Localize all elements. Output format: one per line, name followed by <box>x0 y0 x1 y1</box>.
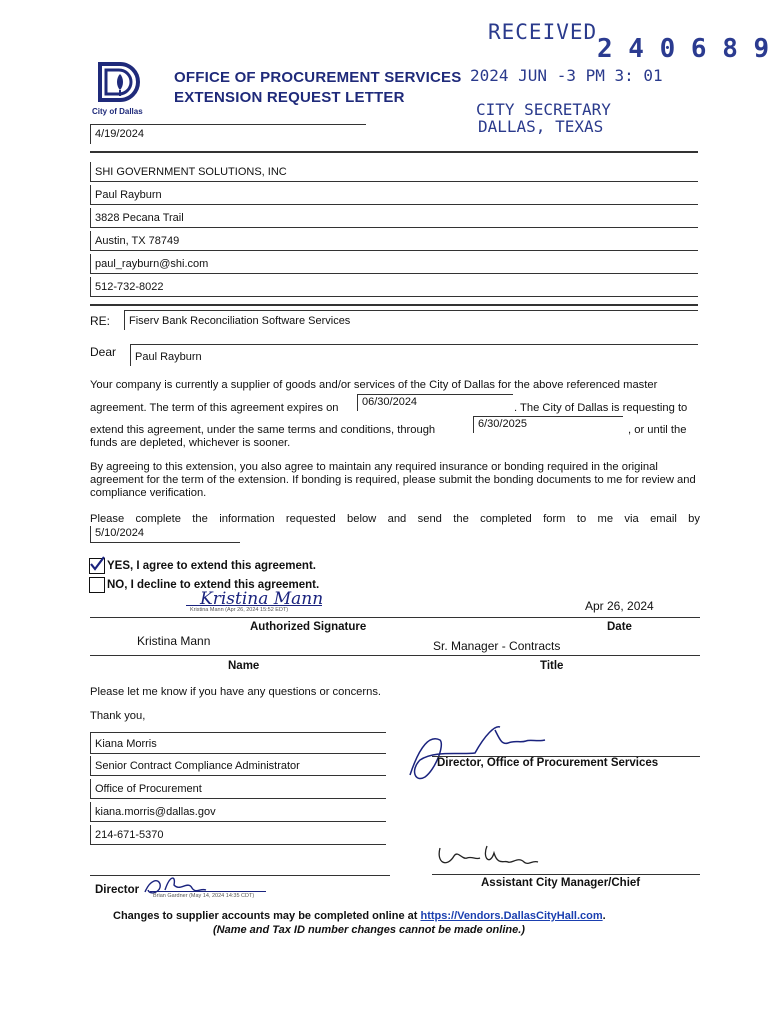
dallas-d-icon <box>92 60 148 104</box>
sender-title-field: Senior Contract Compliance Administrator <box>90 756 386 776</box>
acm-label: Assistant City Manager/Chief <box>481 877 641 889</box>
supplier-phone-field: 512-732-8022 <box>90 277 698 297</box>
sender-phone-field: 214-671-5370 <box>90 825 386 845</box>
page-subtitle: EXTENSION REQUEST LETTER <box>174 89 405 106</box>
name-label: Name <box>228 660 260 672</box>
sender-office-field: Office of Procurement <box>90 779 386 799</box>
authorized-signature-script: Kristina Mann <box>200 589 324 609</box>
signer-title: Sr. Manager - Contracts <box>433 639 561 653</box>
paragraph-1-line-3: extend this agreement, under the same terms and conditions, through <box>90 424 436 436</box>
supplier-rule <box>90 304 698 306</box>
supplier-city-field: Austin, TX 78749 <box>90 231 698 251</box>
check-icon <box>88 555 106 573</box>
assistant-city-manager-signature <box>432 838 552 878</box>
signature-date: Apr 26, 2024 <box>585 599 654 613</box>
thank-you-text: Thank you, <box>90 710 146 722</box>
acm-rule <box>432 874 700 875</box>
logo-label: City of Dallas <box>92 107 143 116</box>
due-date-field: 5/10/2024 <box>90 526 240 543</box>
extension-date-field: 6/30/2025 <box>473 416 623 433</box>
re-field: Fiserv Bank Reconciliation Software Services <box>124 310 698 330</box>
footer-line-1 <box>113 910 606 922</box>
authorized-signature-label: Authorized Signature <box>250 621 367 633</box>
paragraph-2: By agreeing to this extension, you also agree to maintain any required insurance or bonding required in the original agreement for the term of the extension. If bonding is required, please submit the bonding documents to me for review and compliance verification. <box>90 461 696 499</box>
paragraph-3: Please complete the information requested below and send the completed form to me via email by <box>90 513 700 525</box>
document-number: 2 4 0 6 8 9 <box>597 34 770 64</box>
supplier-email-field: paul_rayburn@shi.com <box>90 254 698 274</box>
letter-date-field: 4/19/2024 <box>90 124 366 144</box>
signer-name: Kristina Mann <box>137 634 211 648</box>
signature-line <box>186 605 322 606</box>
signature-rule <box>90 617 700 618</box>
re-label: RE: <box>90 314 111 328</box>
questions-text: Please let me know if you have any questions or concerns. <box>90 686 382 698</box>
sender-email-field: kiana.morris@dallas.gov <box>90 802 386 822</box>
supplier-contact-field: Paul Rayburn <box>90 185 698 205</box>
yes-option-label: YES, I agree to extend this agreement. <box>107 560 316 572</box>
footer-line-2: (Name and Tax ID number changes cannot be made online.) <box>213 924 525 936</box>
supplier-street-field: 3828 Pecana Trail <box>90 208 698 228</box>
expiration-date-field: 06/30/2024 <box>357 394 513 411</box>
date-label: Date <box>607 621 632 633</box>
director-rule <box>90 875 390 876</box>
footer-text: Changes to supplier accounts may be completed online at <box>113 910 418 922</box>
sender-name-field: Kiana Morris <box>90 732 386 754</box>
director-label: Director <box>95 884 140 896</box>
name-title-rule <box>90 655 700 656</box>
paragraph-1-line-2b: . The City of Dallas is requesting to <box>514 402 688 414</box>
dear-field: Paul Rayburn <box>130 344 698 366</box>
page-title: OFFICE OF PROCUREMENT SERVICES <box>174 69 462 86</box>
stamp-date-time: 2024 JUN -3 PM 3: 01 <box>470 66 663 85</box>
section-rule <box>90 151 698 153</box>
dallas-texas-stamp: DALLAS, TEXAS <box>478 117 604 136</box>
signature-note: Kristina Mann (Apr 26, 2024 15:52 EDT) <box>190 607 289 613</box>
director-procurement-label: Director, Office of Procurement Services <box>437 757 659 769</box>
yes-checkbox[interactable] <box>89 558 105 574</box>
paragraph-1-line-2: agreement. The term of this agreement expires on <box>90 402 339 414</box>
paragraph-1-line-4: funds are depleted, whichever is sooner. <box>90 437 291 449</box>
received-stamp <box>488 20 597 44</box>
director-procurement-signature <box>400 715 550 785</box>
received-label: RECEIVED <box>488 20 598 44</box>
footer-period: . <box>602 910 606 922</box>
vendors-link[interactable]: https://Vendors.DallasCityHall.com <box>420 910 603 922</box>
no-option-label: NO, I decline to extend this agreement. <box>107 579 320 591</box>
paragraph-1-line-1: Your company is currently a supplier of goods and/or services of the City of Dallas for the above referenced master <box>90 379 658 391</box>
supplier-company-field: SHI GOVERNMENT SOLUTIONS, INC <box>90 162 698 182</box>
no-checkbox[interactable] <box>89 577 105 593</box>
header-rule <box>90 124 366 125</box>
city-of-dallas-logo <box>92 60 148 116</box>
city-secretary-stamp: CITY SECRETARY <box>476 100 611 119</box>
director-signature-line <box>150 891 266 892</box>
paragraph-1-line-3b: , or until the <box>628 424 687 436</box>
title-label: Title <box>540 660 564 672</box>
dear-label: Dear <box>90 345 117 359</box>
director-procurement-rule <box>432 756 700 757</box>
director-signature-note: Brian Gardner (May 14, 2024 14:35 CDT) <box>153 893 255 899</box>
